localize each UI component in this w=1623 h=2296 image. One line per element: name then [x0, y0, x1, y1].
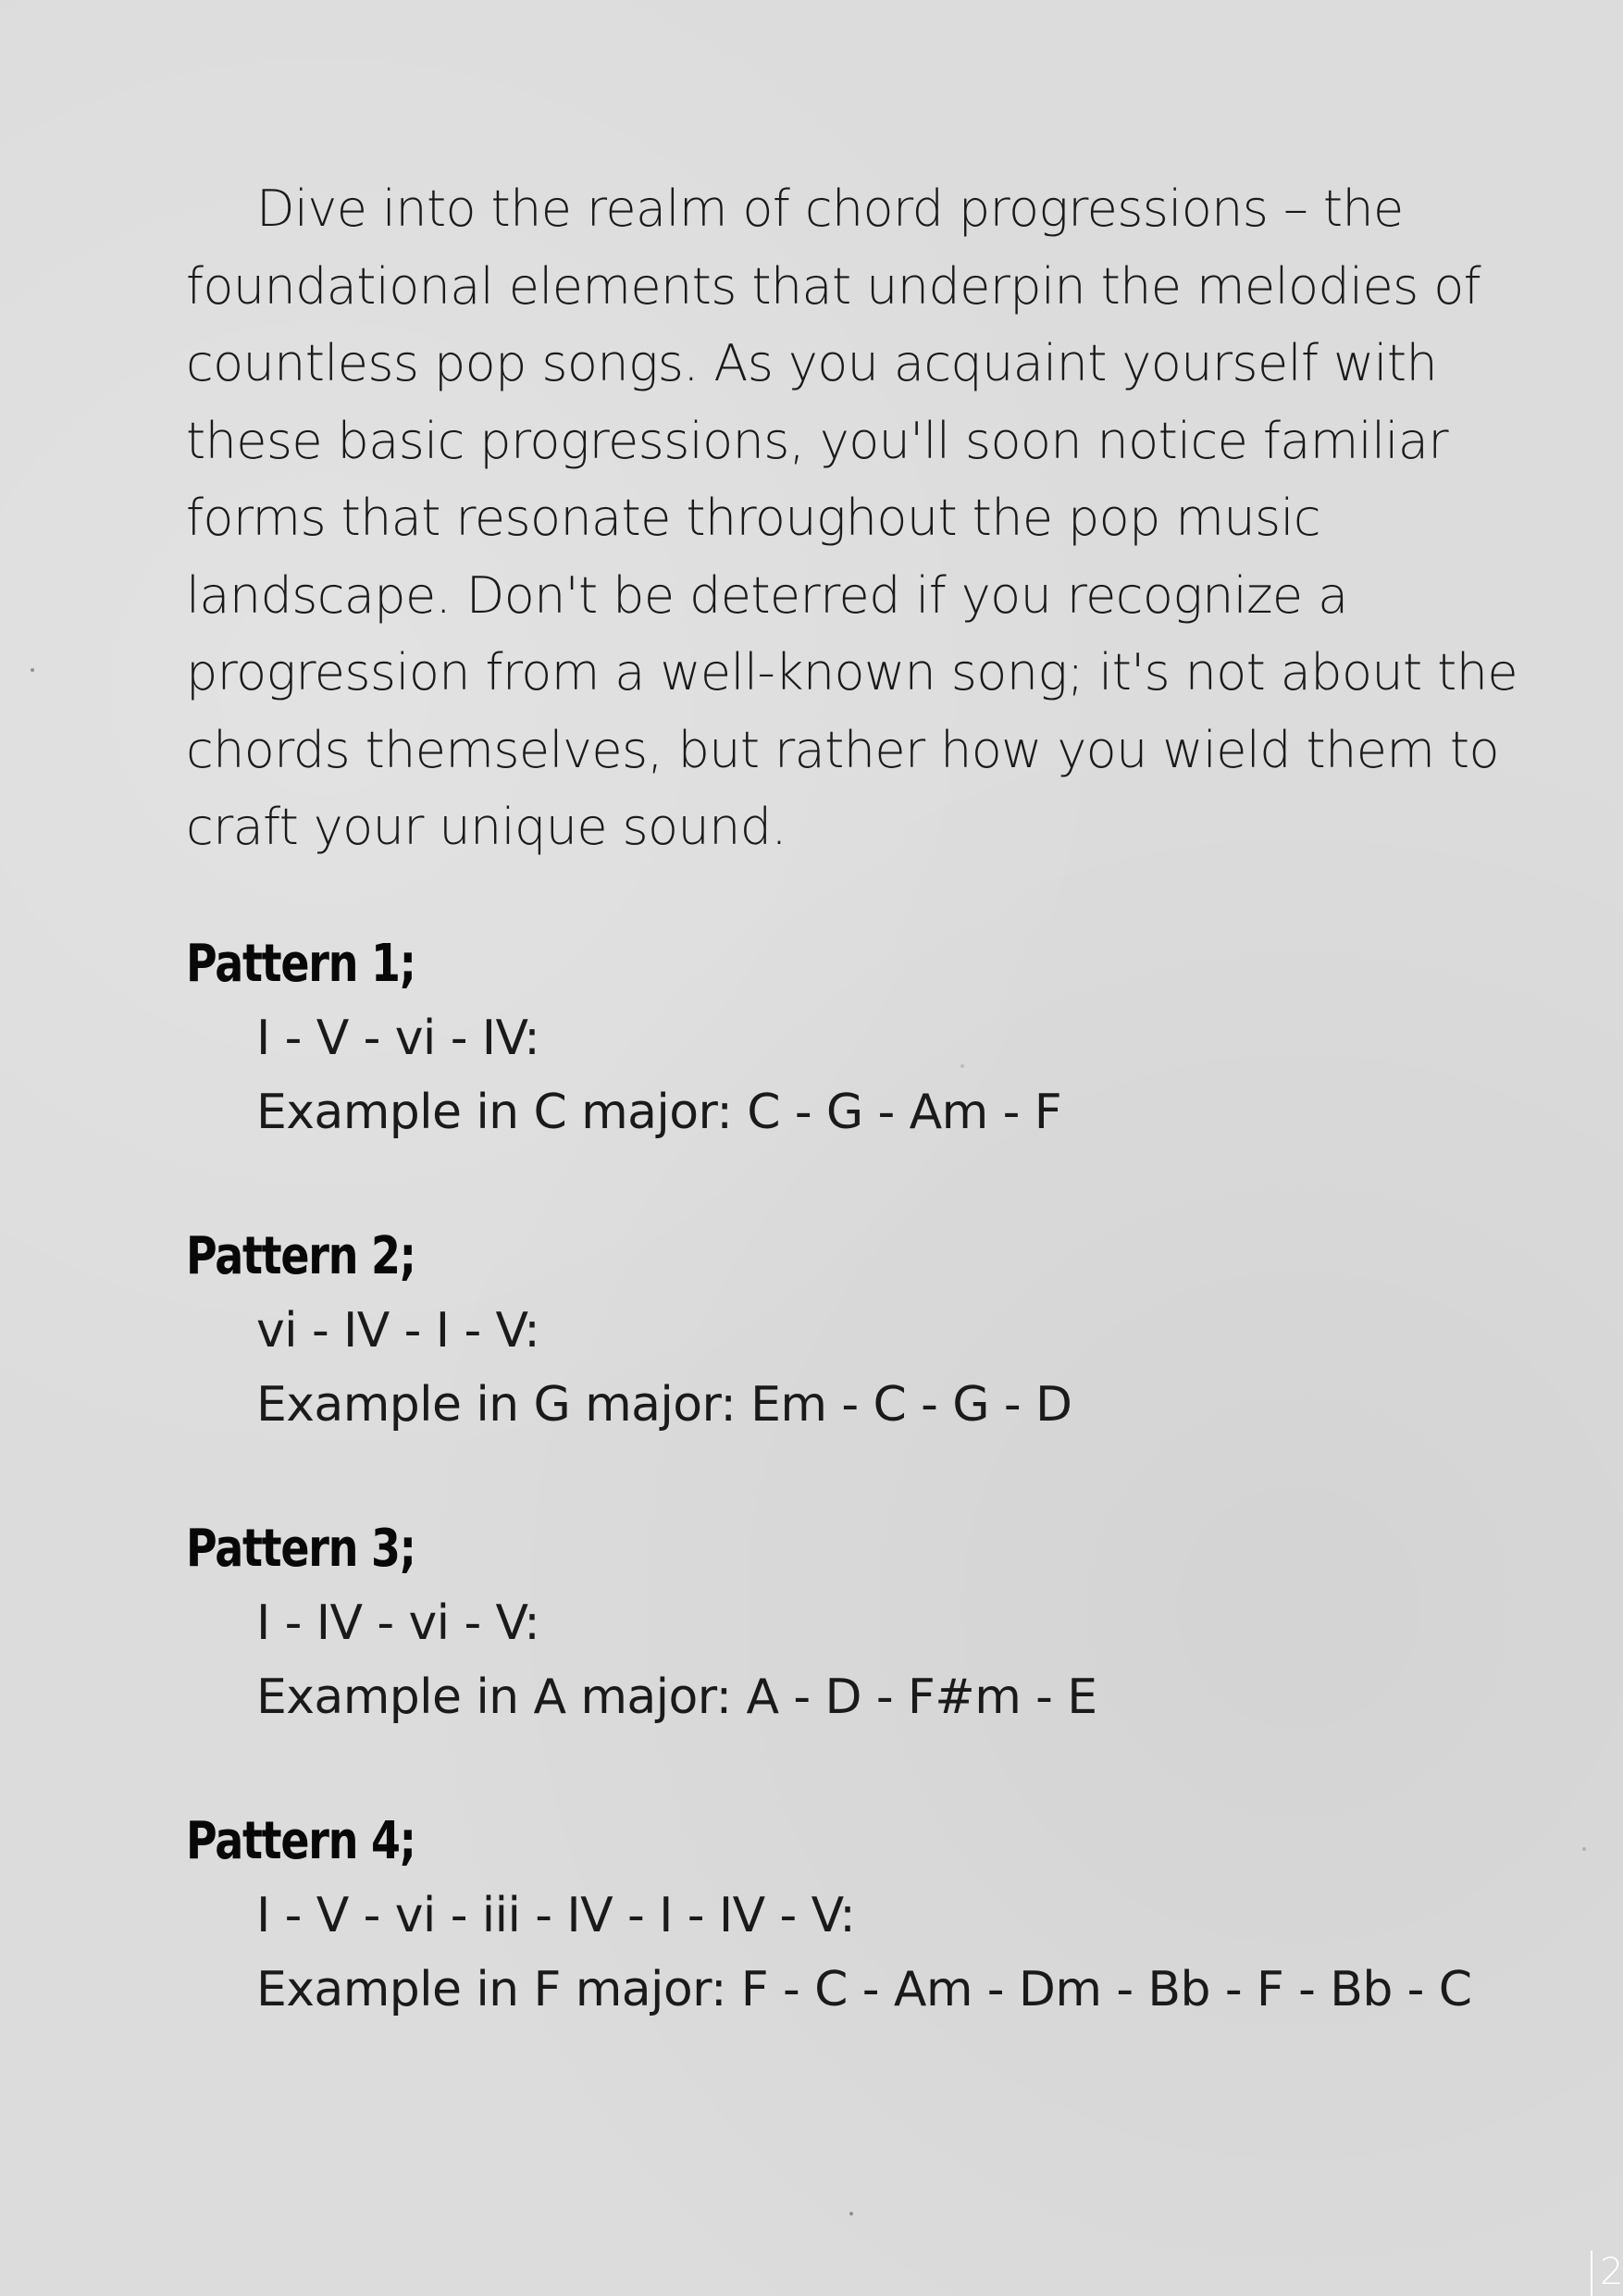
- intro-line: craft your unique sound.: [186, 798, 787, 856]
- intro-line: chords themselves, but rather how you wield them to: [186, 720, 1499, 779]
- pattern-progression: I - V - vi - iii - IV - I - IV - V:: [256, 1888, 856, 1943]
- pattern-progression: I - IV - vi - V:: [256, 1595, 540, 1651]
- intro-line: foundational elements that underpin the melodies of: [186, 256, 1481, 316]
- pattern-example: Example in C major: C - G - Am - F: [256, 1085, 1061, 1140]
- pattern-title: Pattern 4;: [186, 1811, 415, 1871]
- pattern-1: [186, 927, 1574, 1149]
- intro-line: countless pop songs. As you acquaint yourself with: [186, 334, 1438, 392]
- paper-speck: [849, 2212, 853, 2215]
- intro-line: progression from a well-known song; it's not about the: [186, 643, 1518, 701]
- pattern-example: Example in G major: Em - C - G - D: [256, 1377, 1072, 1433]
- pattern-title: Pattern 3;: [186, 1519, 415, 1579]
- pattern-2: [186, 1220, 1574, 1442]
- paper-speck: [1582, 1847, 1586, 1851]
- intro-paragraph: [186, 170, 1518, 866]
- intro-line: Dive into the realm of chord progressions – the: [256, 180, 1404, 238]
- pattern-3: [186, 1512, 1574, 1734]
- pattern-title: Pattern 1;: [186, 934, 415, 994]
- pattern-example: Example in F major: F - C - Am - Dm - Bb - F - Bb - C: [256, 1962, 1472, 2017]
- intro-line: forms that resonate throughout the pop music: [186, 489, 1321, 547]
- paper-speck: [31, 668, 34, 672]
- pattern-progression: I - V - vi - IV:: [256, 1011, 540, 1066]
- pattern-example: Example in A major: A - D - F#m - E: [256, 1669, 1097, 1725]
- paper-speck: [960, 1064, 964, 1068]
- intro-line: these basic progressions, you'll soon notice familiar: [186, 411, 1449, 470]
- intro-line: landscape. Don't be deterred if you recognize a: [186, 565, 1348, 625]
- page-number: 2: [1591, 2251, 1618, 2296]
- pattern-progression: vi - IV - I - V:: [256, 1303, 540, 1359]
- pattern-title: Pattern 2;: [186, 1226, 415, 1286]
- pattern-4: [186, 1805, 1574, 2027]
